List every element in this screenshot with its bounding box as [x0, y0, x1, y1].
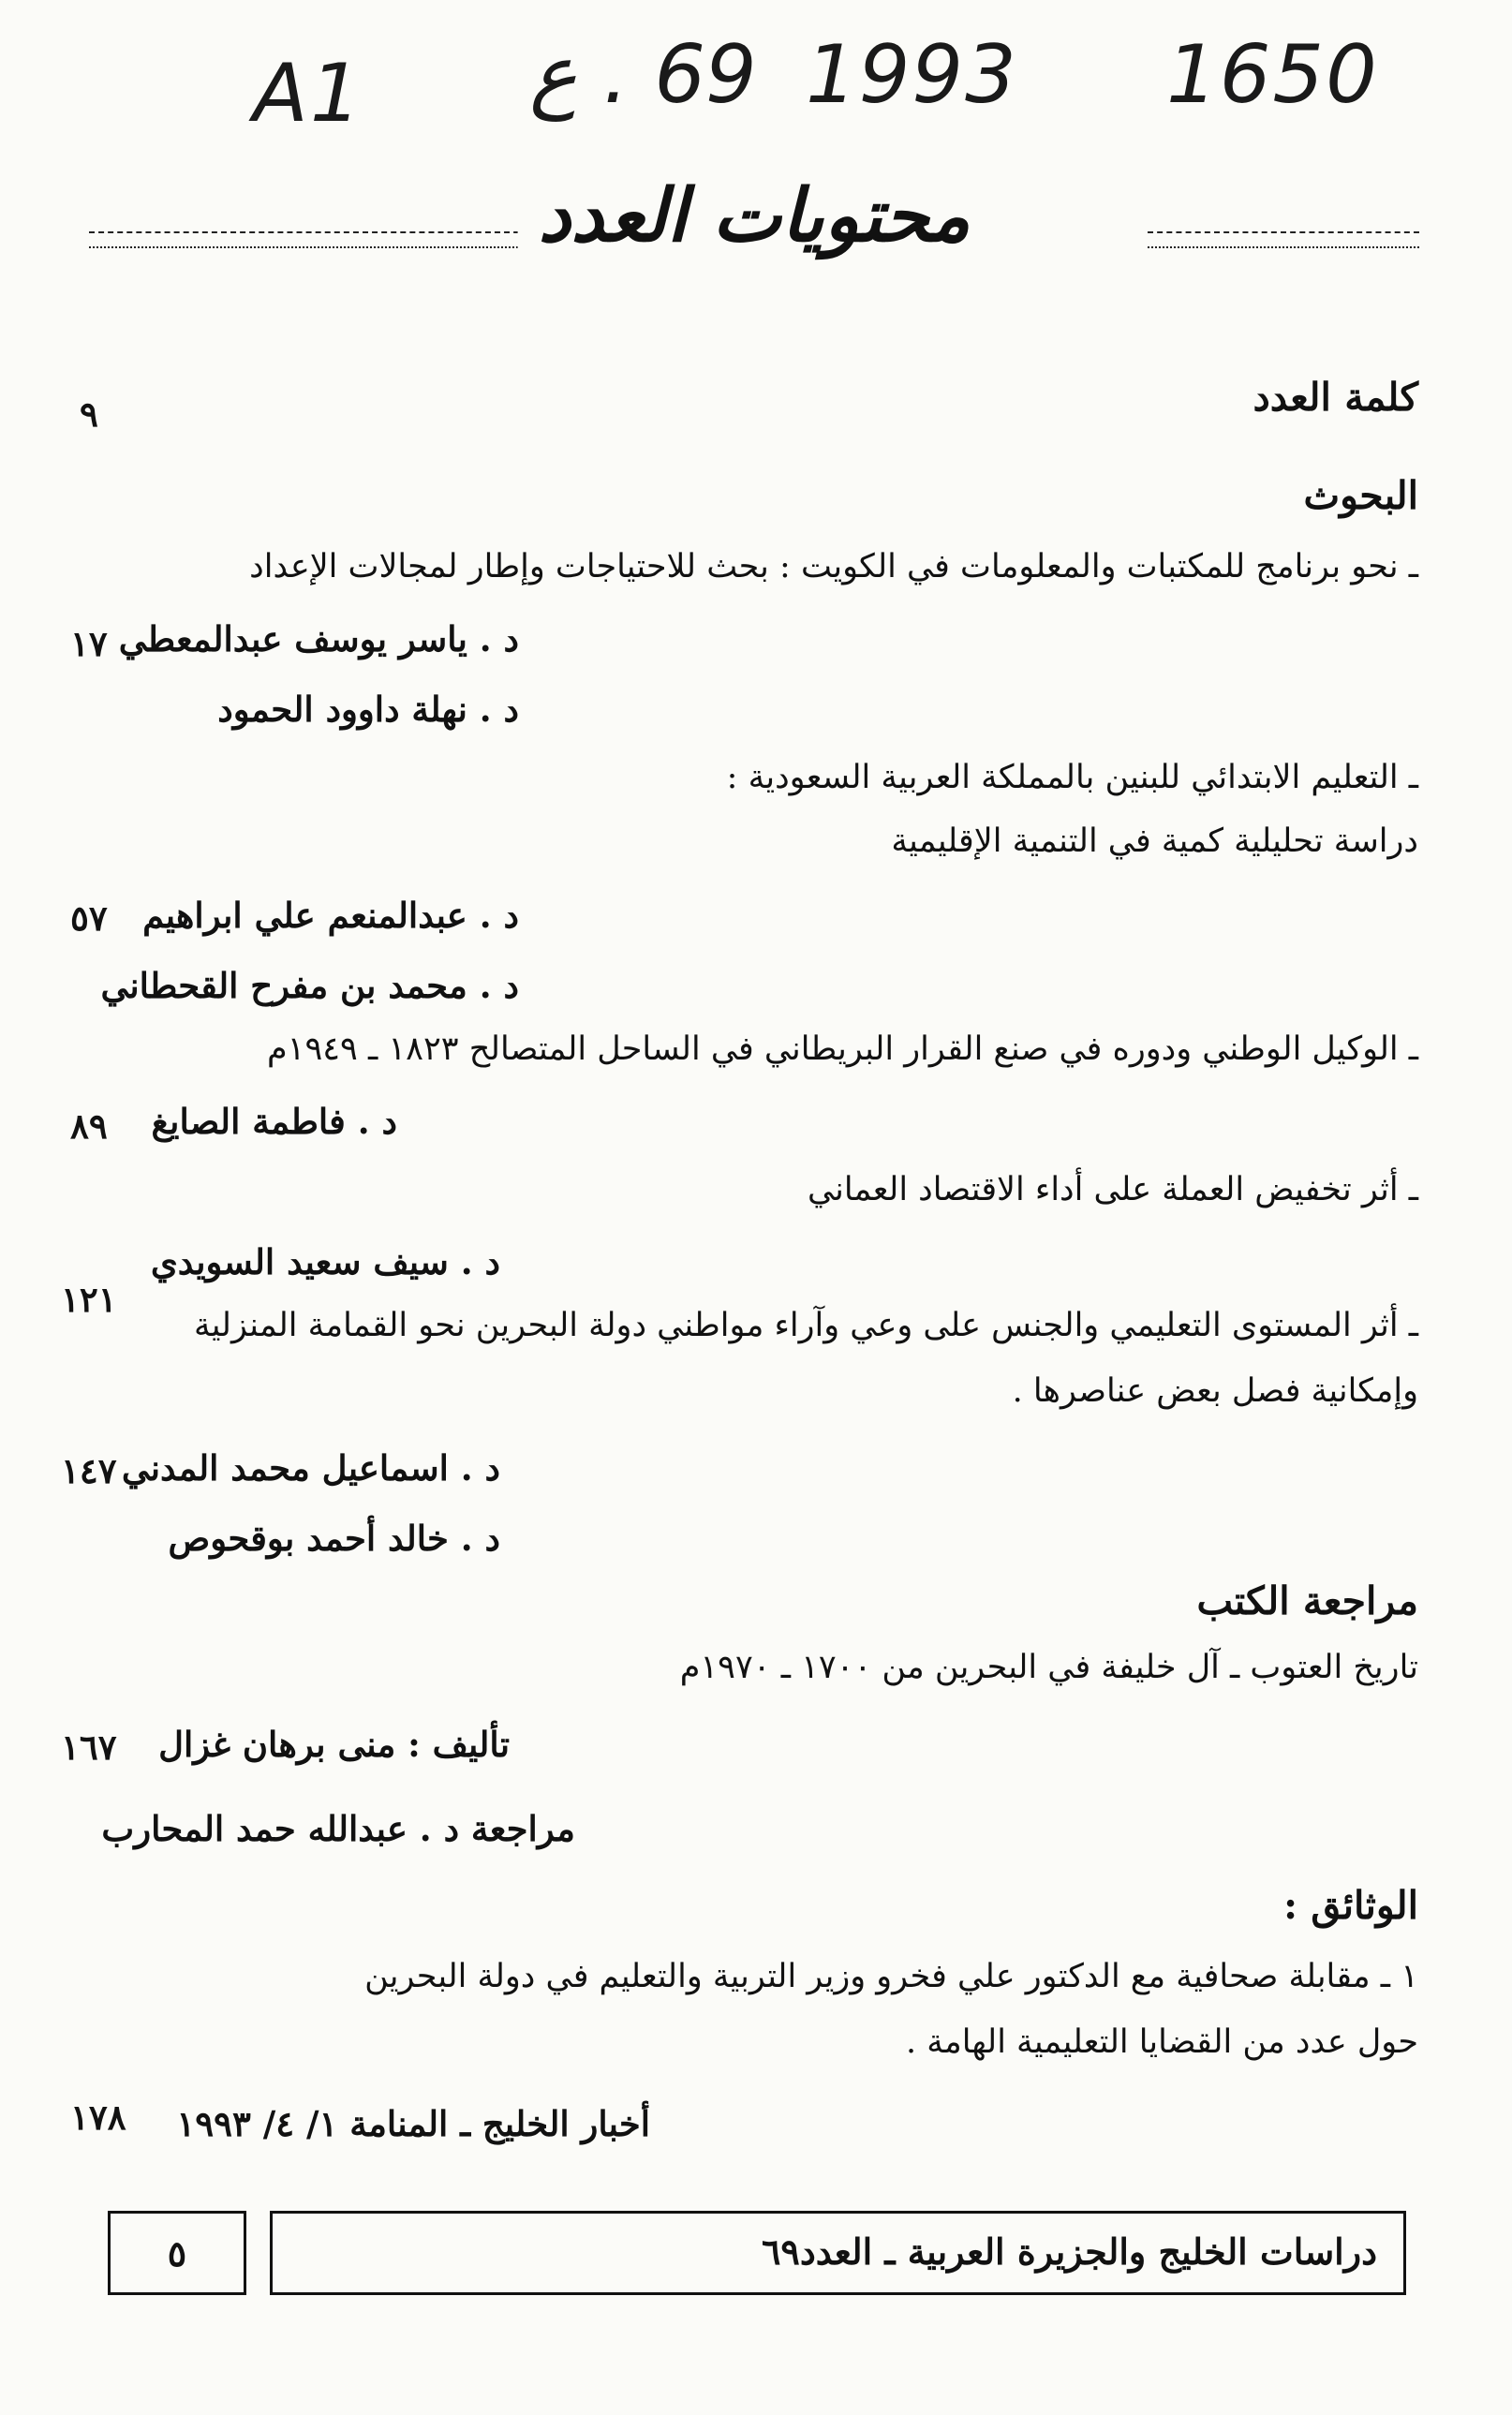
- book-review-reviewer: مراجعة د . عبدالله حمد المحارب: [101, 1808, 575, 1849]
- documents-page: ١٧٨: [70, 2096, 126, 2138]
- book-review-title: تاريخ العتوب ـ آل خليفة في البحرين من ١٧٠٠ ـ ١٩٧٠م: [679, 1649, 1418, 1686]
- section-heading-research: البحوث: [1303, 473, 1418, 518]
- article-2-author-1: د . عبدالمنعم علي ابراهيم: [142, 895, 519, 936]
- article-3-author-1: د . فاطمة الصايغ: [151, 1101, 397, 1142]
- section-heading-book-review: مراجعة الكتب: [1196, 1578, 1418, 1623]
- documents-source: أخبار الخليج ـ المنامة ١/ ٤/ ١٩٩٣: [176, 2103, 650, 2144]
- article-3-page: ٨٩: [70, 1105, 108, 1147]
- article-2-page: ٥٧: [70, 897, 108, 939]
- book-review-page: ١٦٧: [61, 1726, 117, 1768]
- article-1-page: ١٧: [70, 623, 108, 664]
- article-2-title-line-1: ـ التعليم الابتدائي للبنين بالمملكة العربية السعودية :: [726, 759, 1418, 796]
- title-rule-right: [1148, 231, 1419, 248]
- article-2-title-line-2: دراسة تحليلية كمية في التنمية الإقليمية: [891, 822, 1418, 860]
- page-title: محتويات العدد: [518, 173, 991, 259]
- article-5-author-1: د . اسماعيل محمد المدني: [121, 1447, 500, 1489]
- article-4-title-line-1: ـ أثر تخفيض العملة على أداء الاقتصاد العماني: [807, 1171, 1418, 1208]
- handwritten-number: 1650: [1166, 28, 1379, 122]
- footer-page-box: [108, 2211, 246, 2295]
- page-header: [89, 173, 1419, 276]
- documents-line-2: حول عدد من القضايا التعليمية الهامة .: [905, 2023, 1418, 2061]
- article-5-author-2: د . خالد أحمد بوقحوص: [168, 1518, 500, 1559]
- article-5-title-line-1: ـ أثر المستوى التعليمي والجنس على وعي وآراء مواطني دولة البحرين نحو القمامة المنزلية: [193, 1307, 1418, 1344]
- article-1-author-1: د . ياسر يوسف عبدالمعطي: [118, 618, 519, 659]
- footer-page-number: ٥: [167, 2232, 187, 2274]
- handwritten-reference: A1: [253, 47, 363, 141]
- article-3-title-line-1: ـ الوكيل الوطني ودوره في صنع القرار البريطاني في الساحل المتصالح ١٨٢٣ ـ ١٩٤٩م: [266, 1030, 1418, 1068]
- book-review-author: تأليف : منى برهان غزال: [158, 1724, 510, 1765]
- article-5-title-line-2: وإمكانية فصل بعض عناصرها .: [1012, 1372, 1418, 1410]
- article-4-page: ١٢١: [61, 1279, 117, 1320]
- documents-line-1: ١ ـ مقابلة صحافية مع الدكتور علي فخرو وزير التربية والتعليم في دولة البحرين: [364, 1958, 1418, 1995]
- article-4-author-1: د . سيف سعيد السويدي: [150, 1241, 500, 1282]
- article-5-page: ١٤٧: [61, 1450, 117, 1491]
- article-1-title-line-1: ـ نحو برنامج للمكتبات والمعلومات في الكويت : بحث للاحتياجات وإطار لمجالات الإعداد: [249, 548, 1418, 585]
- section-heading-documents: الوثائق :: [1283, 1883, 1418, 1928]
- section-heading-editorial: كلمة العدد: [1253, 375, 1418, 420]
- footer-journal-box: [270, 2211, 1406, 2295]
- footer-journal-title: دراسات الخليج والجزيرة العربية ـ العدد٦٩: [762, 2230, 1377, 2273]
- handwritten-year: 1993: [806, 28, 1018, 122]
- handwritten-issue: 69 . ع: [529, 28, 757, 122]
- page-number-editorial: ٩: [80, 393, 98, 435]
- article-1-author-2: د . نهلة داوود الحمود: [217, 689, 519, 730]
- article-2-author-2: د . محمد بن مفرح القحطاني: [100, 965, 519, 1006]
